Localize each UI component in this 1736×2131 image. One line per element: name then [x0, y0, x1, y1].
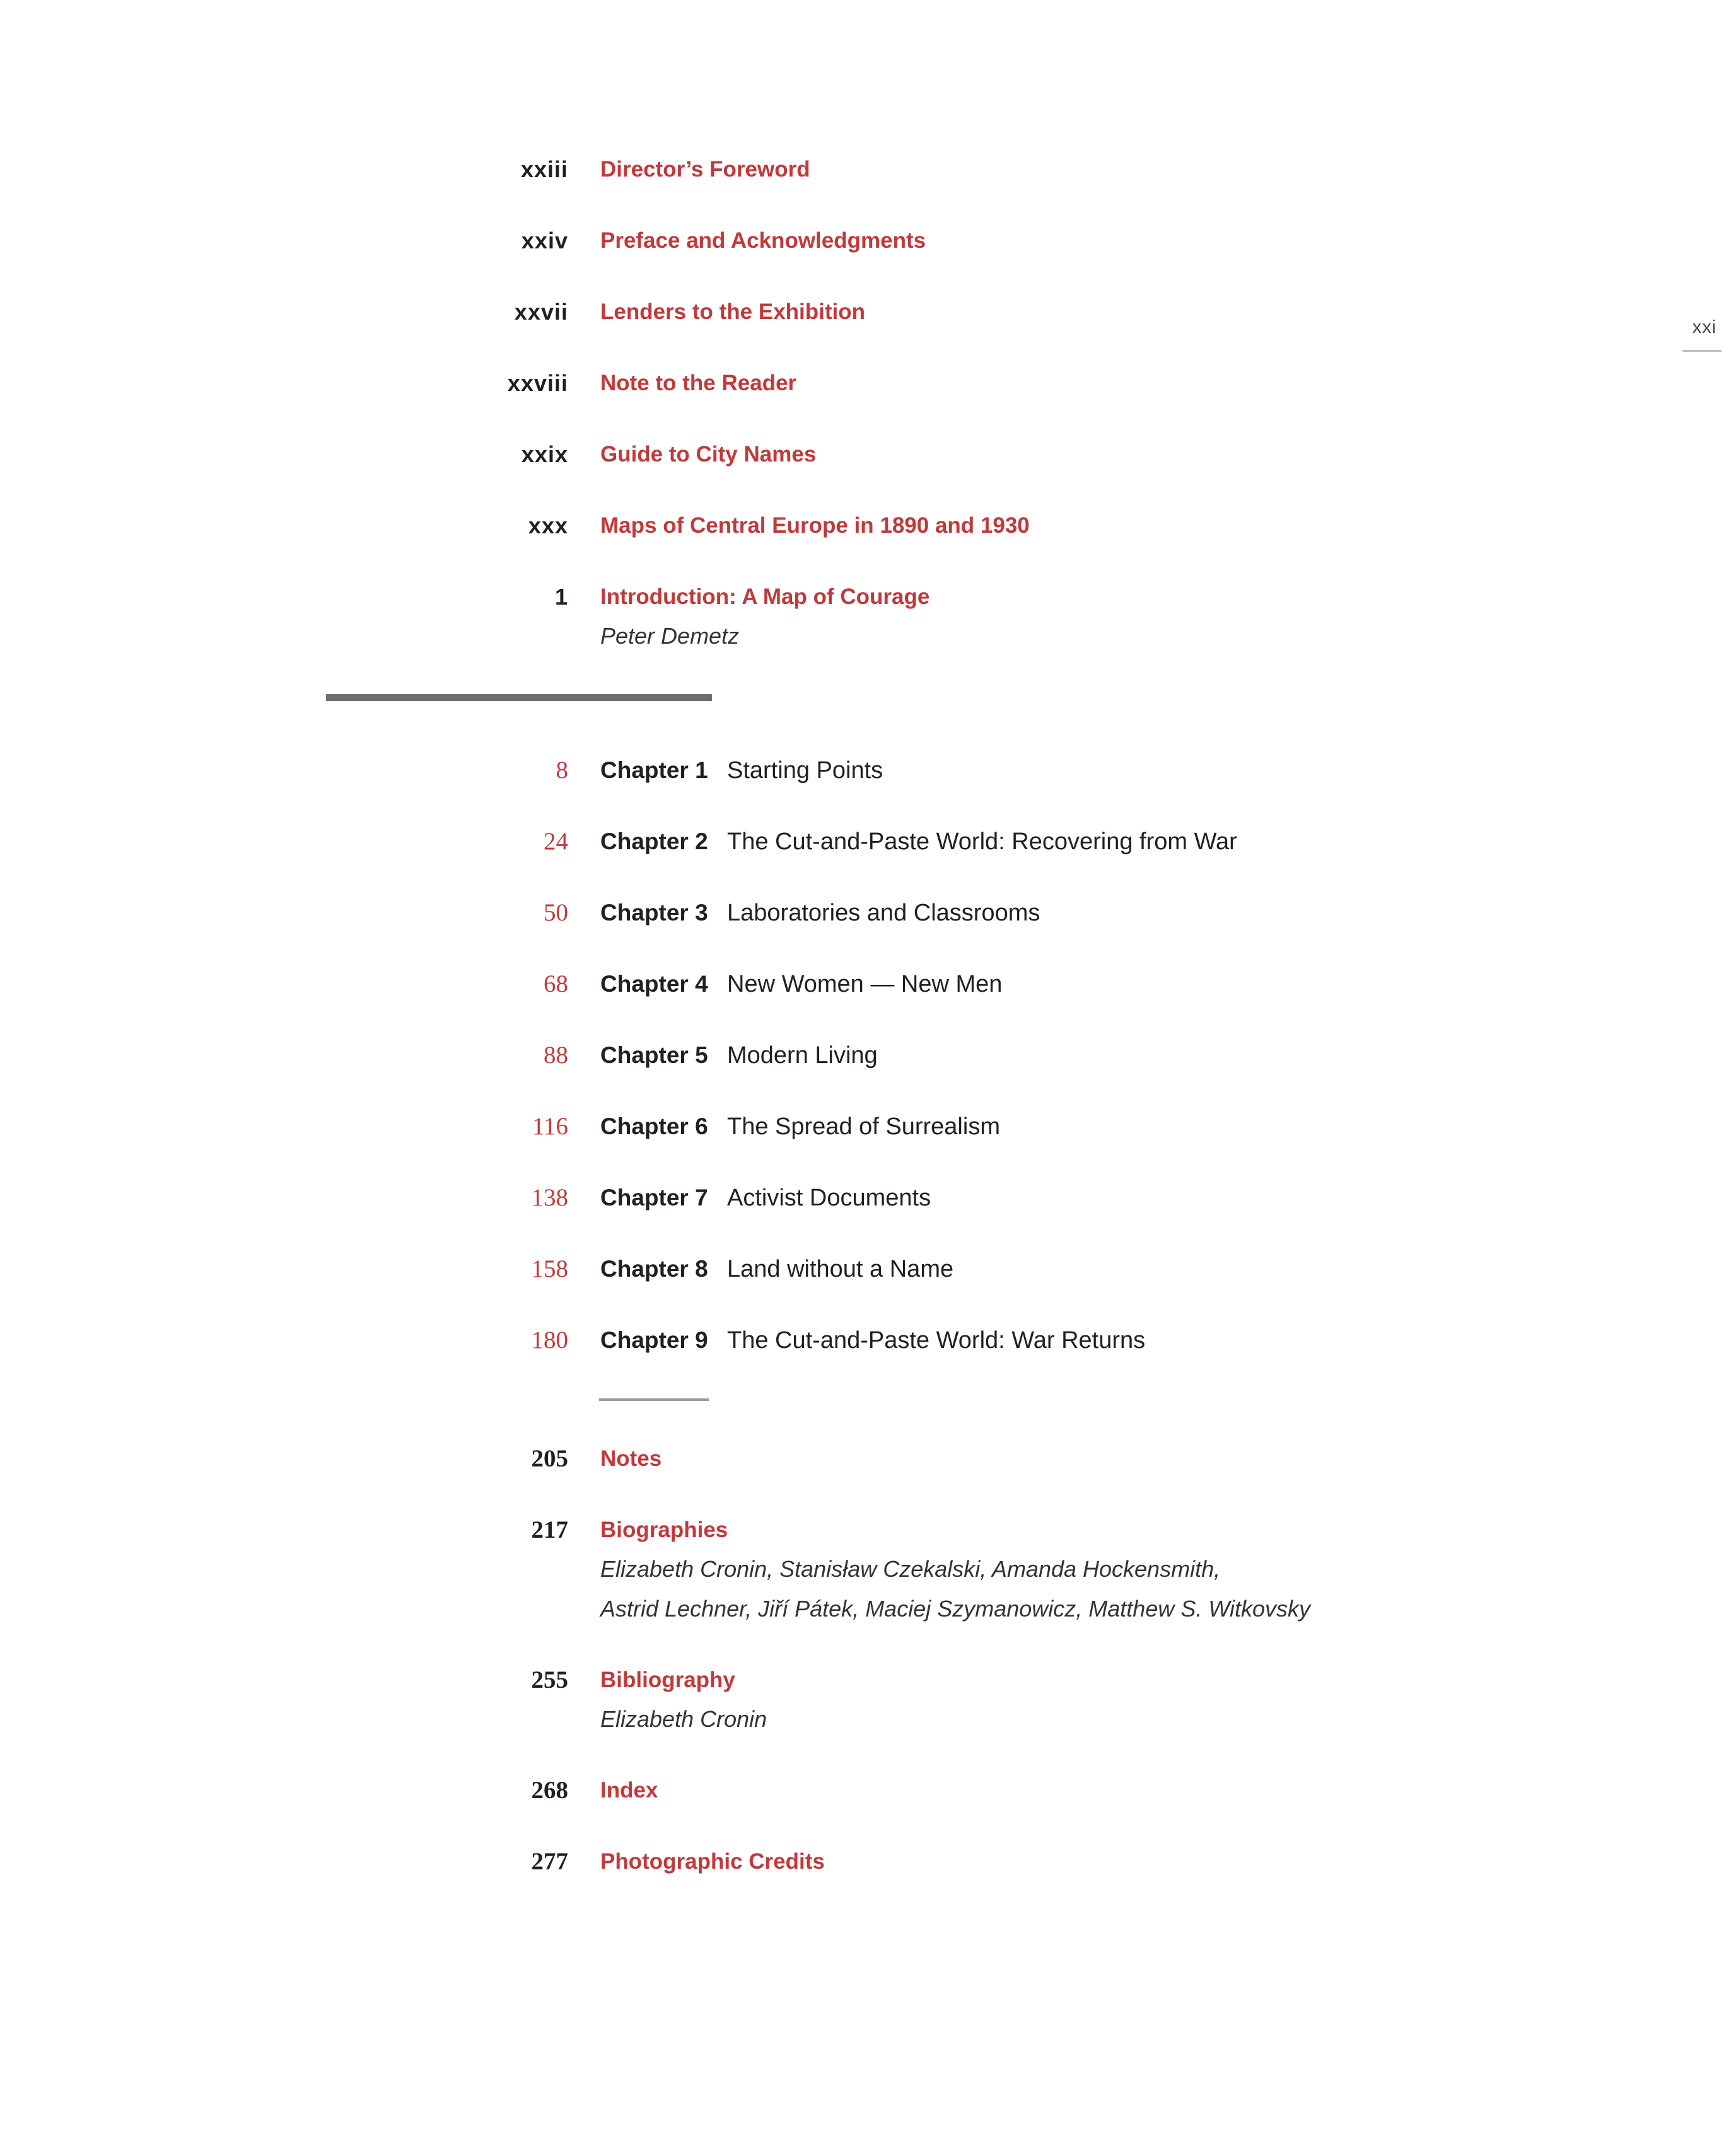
section-divider-short	[599, 1398, 709, 1401]
folio-rule	[1682, 350, 1721, 352]
toc-entry-city-names[interactable]	[0, 441, 1736, 485]
chapter-label: Chapter 8	[600, 1256, 708, 1282]
entry-title[interactable]: Guide to City Names	[600, 442, 817, 467]
chapter-label: Chapter 4	[600, 971, 708, 997]
page-number: 158	[531, 1255, 568, 1282]
toc-entry-chapter-5[interactable]	[0, 1042, 1736, 1086]
toc-entry-maps[interactable]	[0, 512, 1736, 556]
entry-title[interactable]: Index	[600, 1778, 658, 1803]
chapter-label: Chapter 5	[600, 1042, 708, 1068]
entry-title[interactable]: Notes	[600, 1446, 662, 1471]
toc-entry-introduction[interactable]	[0, 583, 1736, 659]
page-number: xxviii	[507, 370, 568, 396]
entry-title[interactable]: Photographic Credits	[600, 1849, 825, 1874]
entry-authors-line-1: Elizabeth Cronin, Stanisław Czekalski, Amanda Hockensmith,	[600, 1556, 1221, 1582]
chapter-title[interactable]: Modern Living	[727, 1042, 878, 1069]
entry-title[interactable]: Lenders to the Exhibition	[600, 299, 866, 324]
toc-entry-chapter-1[interactable]	[0, 757, 1736, 801]
entry-author: Peter Demetz	[600, 623, 740, 649]
chapter-label: Chapter 6	[600, 1113, 708, 1139]
entry-title[interactable]: Bibliography	[600, 1668, 735, 1692]
toc-entry-biographies[interactable]	[0, 1516, 1736, 1630]
page-number: xxx	[528, 513, 568, 538]
page-number: 68	[544, 970, 568, 997]
section-divider	[326, 694, 712, 701]
page-number: 138	[531, 1184, 568, 1211]
page-number: 116	[532, 1113, 568, 1140]
toc-entry-chapter-9[interactable]	[0, 1327, 1736, 1371]
chapter-title[interactable]: The Cut-and-Paste World: Recovering from War	[727, 828, 1237, 855]
chapter-title[interactable]: The Cut-and-Paste World: War Returns	[727, 1327, 1146, 1354]
toc-entry-photographic-credits[interactable]	[0, 1848, 1736, 1892]
toc-entry-bibliography[interactable]	[0, 1666, 1736, 1742]
toc-entry-chapter-8[interactable]	[0, 1255, 1736, 1299]
chapter-title[interactable]: Land without a Name	[727, 1256, 954, 1282]
toc-entry-chapter-2[interactable]	[0, 828, 1736, 872]
page-number: 217	[531, 1516, 568, 1543]
entry-title[interactable]: Preface and Acknowledgments	[600, 228, 926, 253]
toc-entry-chapter-4[interactable]	[0, 970, 1736, 1014]
toc-entry-notes[interactable]	[0, 1445, 1736, 1489]
page-number: 50	[544, 899, 568, 926]
page-number: 205	[531, 1445, 568, 1472]
chapter-title[interactable]: The Spread of Surrealism	[727, 1113, 1000, 1140]
chapter-title[interactable]: Activist Documents	[727, 1185, 931, 1211]
page-number: 1	[554, 584, 568, 610]
chapter-label: Chapter 3	[600, 900, 708, 926]
chapter-label: Chapter 2	[600, 828, 708, 854]
page-number: 268	[531, 1777, 568, 1804]
chapter-label: Chapter 7	[600, 1185, 708, 1211]
entry-title[interactable]: Biographies	[600, 1518, 728, 1542]
chapter-title[interactable]: Starting Points	[727, 757, 883, 784]
toc-entry-chapter-6[interactable]	[0, 1113, 1736, 1157]
entry-author: Elizabeth Cronin	[600, 1706, 767, 1732]
toc-entry-chapter-7[interactable]	[0, 1184, 1736, 1228]
toc-entry-chapter-3[interactable]	[0, 899, 1736, 943]
chapter-title[interactable]: Laboratories and Classrooms	[727, 900, 1040, 926]
page-number: xxix	[521, 441, 568, 467]
toc-entry-directors-foreword[interactable]	[0, 156, 1736, 200]
toc-entry-index[interactable]	[0, 1777, 1736, 1821]
page-number: 255	[531, 1666, 568, 1693]
chapter-label: Chapter 1	[600, 757, 708, 783]
page-number: xxiv	[521, 228, 568, 253]
entry-title[interactable]: Introduction: A Map of Courage	[600, 584, 930, 609]
entry-title[interactable]: Director’s Foreword	[600, 157, 810, 182]
chapter-title[interactable]: New Women — New Men	[727, 971, 1003, 997]
toc-entry-preface[interactable]	[0, 227, 1736, 271]
entry-authors-line-2: Astrid Lechner, Jiří Pátek, Maciej Szymanowicz, Matthew S. Witkovsky	[600, 1596, 1311, 1622]
page-number: xxiii	[520, 156, 568, 182]
page-number: 277	[531, 1848, 568, 1875]
page-number: 24	[544, 828, 568, 855]
toc-entry-note-to-reader[interactable]	[0, 369, 1736, 414]
entry-title[interactable]: Note to the Reader	[600, 371, 797, 395]
page-folio: xxi	[1692, 317, 1717, 337]
toc-entry-lenders[interactable]	[0, 298, 1736, 342]
page-number: 88	[544, 1042, 568, 1069]
entry-title[interactable]: Maps of Central Europe in 1890 and 1930	[600, 513, 1030, 538]
page-number: xxvii	[514, 299, 568, 325]
chapter-label: Chapter 9	[600, 1327, 708, 1353]
page-number: 8	[556, 757, 568, 784]
page-number: 180	[531, 1327, 568, 1354]
